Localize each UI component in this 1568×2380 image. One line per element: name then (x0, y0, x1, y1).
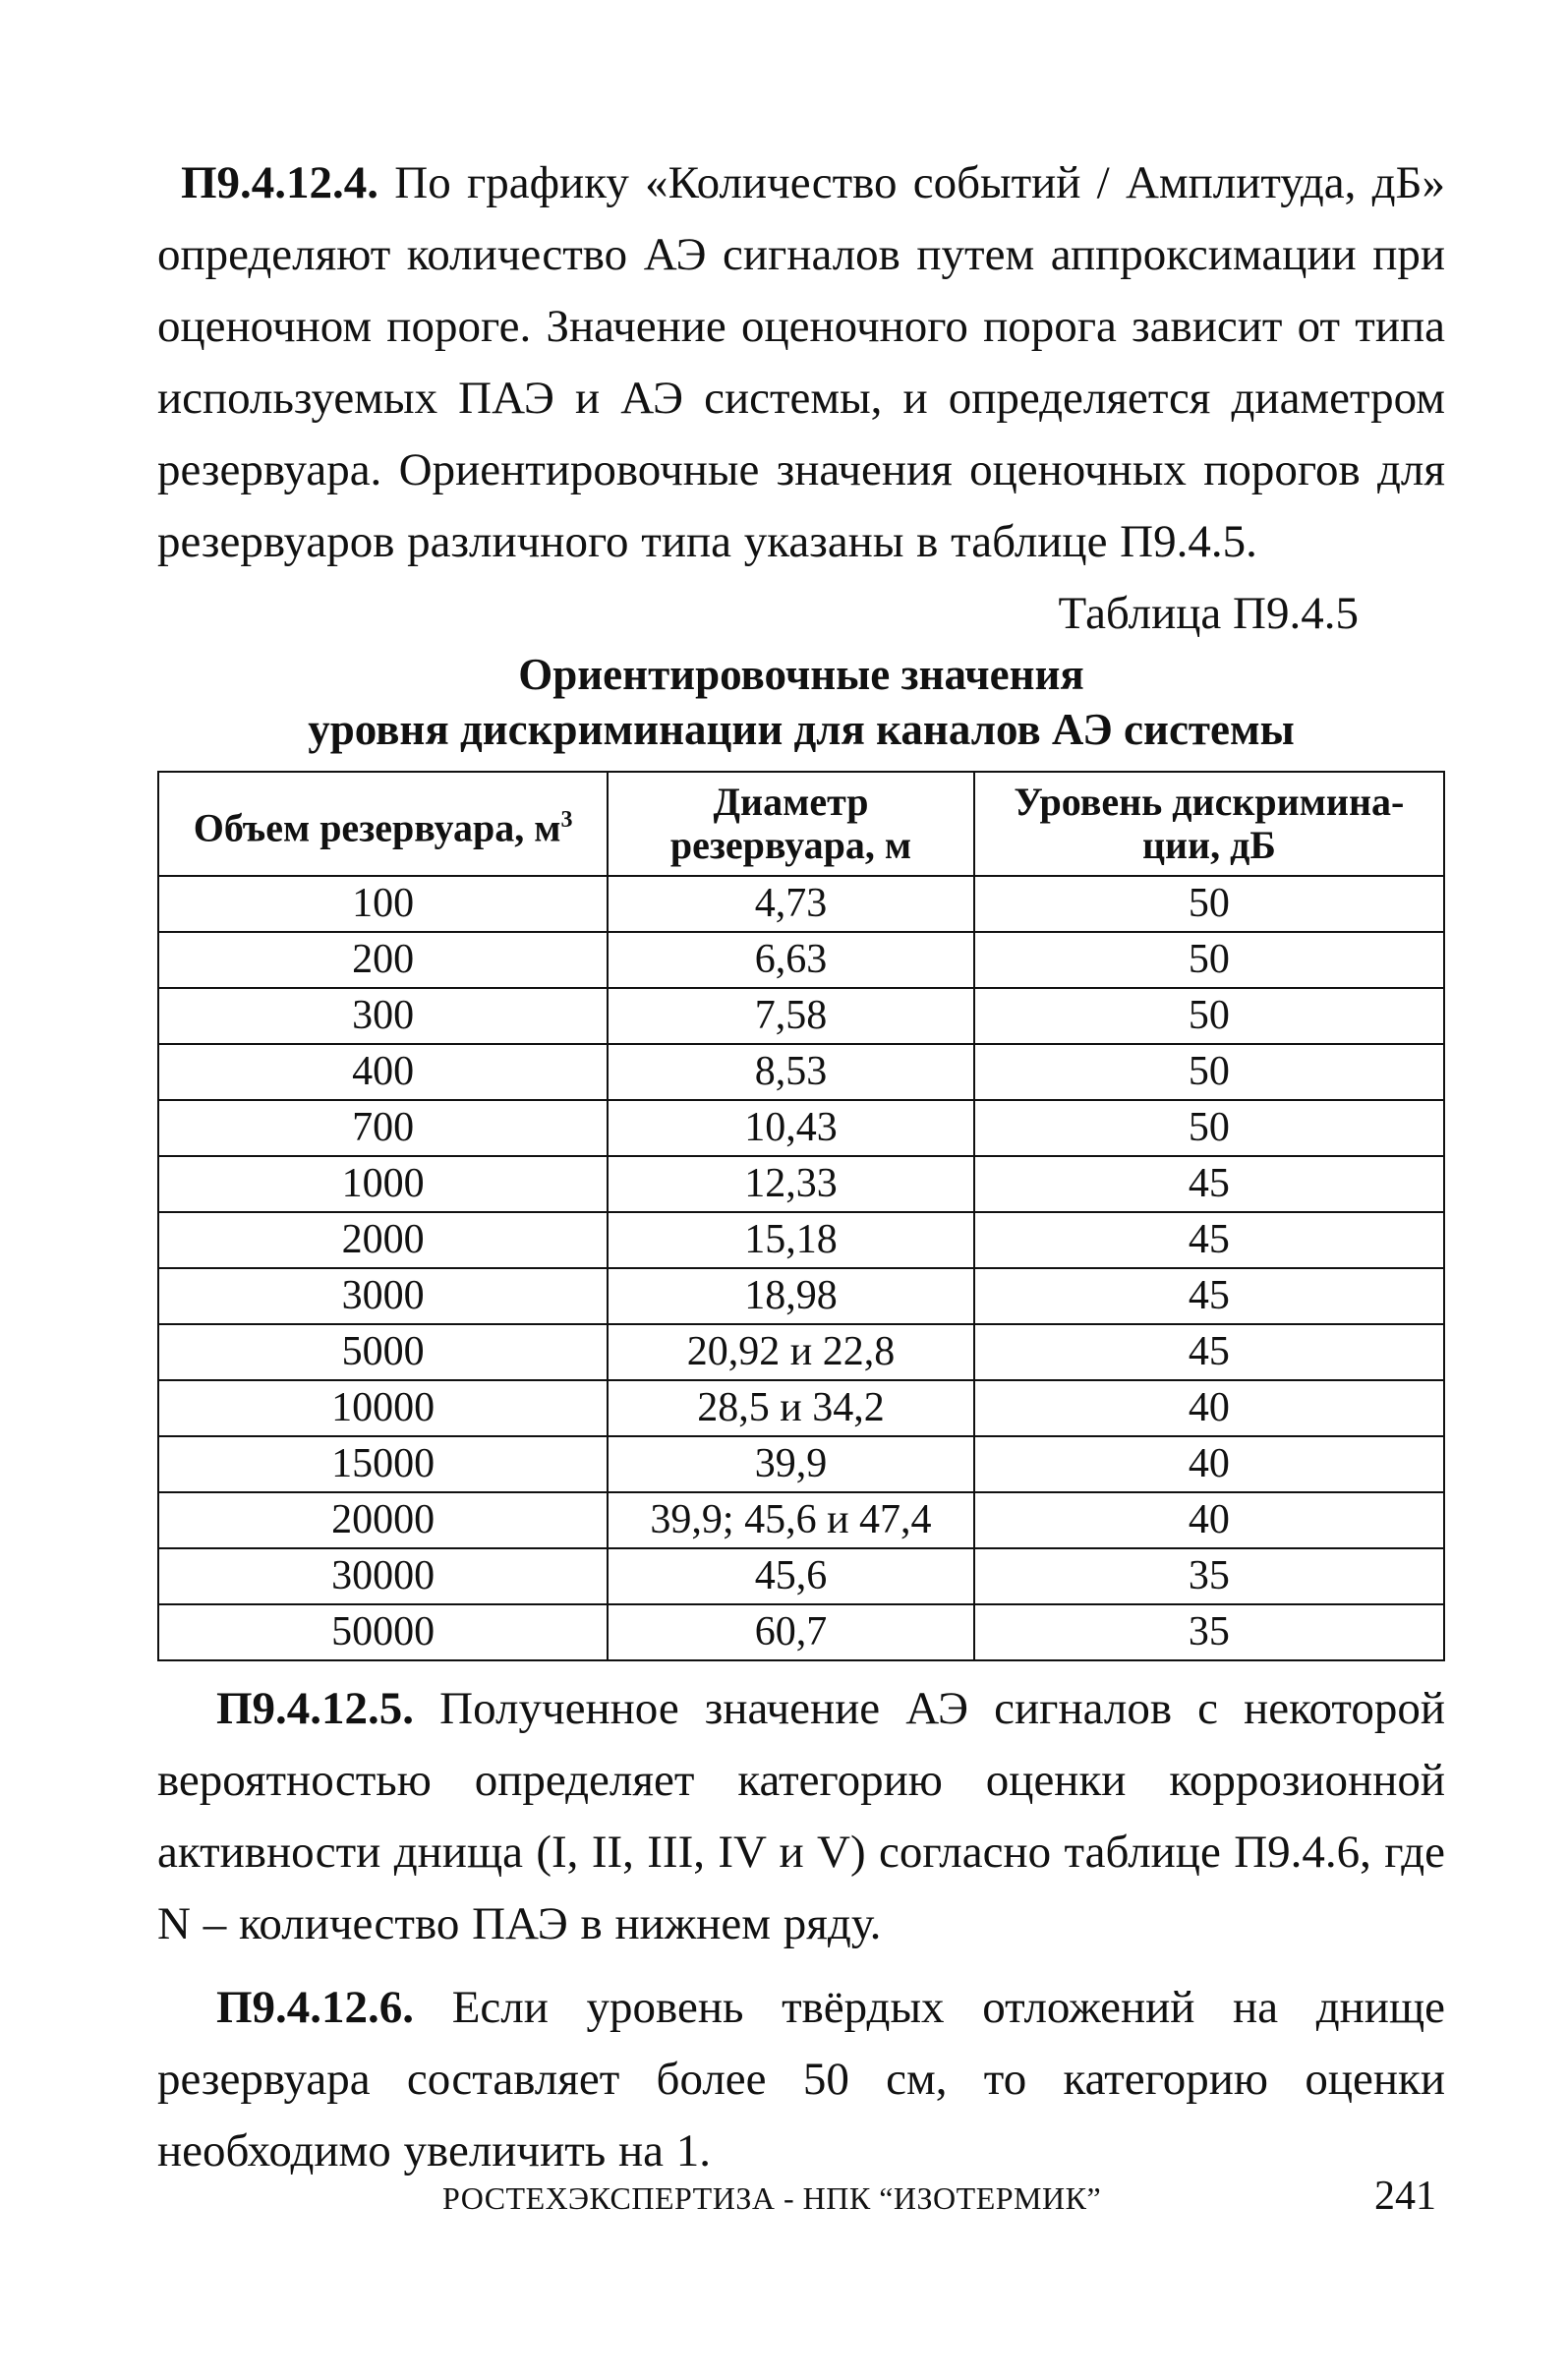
cell-volume: 400 (158, 1044, 608, 1100)
cell-volume: 2000 (158, 1212, 608, 1268)
table-row (158, 1100, 1444, 1156)
cell-level: 45 (974, 1212, 1444, 1268)
cell-level: 45 (974, 1268, 1444, 1324)
cell-level: 50 (974, 876, 1444, 932)
paragraph-p9-4-12-5 (157, 1673, 1445, 1960)
header-volume (158, 772, 608, 876)
header-diameter (608, 772, 974, 876)
cell-level: 45 (974, 1156, 1444, 1212)
table-row (158, 1324, 1444, 1380)
footer-publisher: РОСТЕХЭКСПЕРТИЗА - НПК “ИЗОТЕРМИК” (442, 2180, 1102, 2216)
cell-diameter: 18,98 (608, 1268, 974, 1324)
table-title-line-2: уровня дискриминации для каналов АЭ системы (308, 705, 1295, 754)
cell-diameter: 12,33 (608, 1156, 974, 1212)
cell-volume: 1000 (158, 1156, 608, 1212)
cell-diameter: 15,18 (608, 1212, 974, 1268)
cell-volume: 300 (158, 988, 608, 1044)
header-diameter-line-1: Диаметр (713, 780, 869, 824)
table-row (158, 1380, 1444, 1436)
table-row (158, 1492, 1444, 1548)
cell-volume: 5000 (158, 1324, 608, 1380)
table-row (158, 876, 1444, 932)
cell-level: 40 (974, 1492, 1444, 1548)
document-page (157, 147, 1445, 2187)
cell-diameter: 20,92 и 22,8 (608, 1324, 974, 1380)
table-header-row (158, 772, 1444, 876)
header-level-line-2: ции, дБ (1141, 823, 1276, 867)
cell-diameter: 8,53 (608, 1044, 974, 1100)
table-body (158, 876, 1444, 1660)
header-diameter-line-2: резервуара, м (669, 823, 912, 867)
discrimination-level-table (157, 771, 1445, 1661)
cell-volume: 10000 (158, 1380, 608, 1436)
table-title (157, 647, 1445, 757)
paragraph-p9-4-12-6 (157, 1972, 1445, 2187)
table-label: Таблица П9.4.5 (1058, 588, 1359, 639)
table-row (158, 988, 1444, 1044)
header-level (974, 772, 1444, 876)
table-row (158, 1436, 1444, 1492)
paragraph-number: П9.4.12.5. (216, 1683, 415, 1734)
table-row (158, 1604, 1444, 1660)
cell-level: 50 (974, 1100, 1444, 1156)
cell-volume: 20000 (158, 1492, 608, 1548)
cell-volume: 700 (158, 1100, 608, 1156)
table-title-line-1: Ориентировочные значения (518, 650, 1084, 699)
paragraph-text: По графику «Количество событий / Амплитуда, дБ» определяют количество АЭ сигналов путем аппроксимации при оценочном пороге. Значение оценочного порога зависит от типа используемых ПАЭ и АЭ системы, и определяется диаметром резервуара. Ориентировочные значения оценочных порогов для резервуаров различного типа указаны в таблице П9.4.5. (157, 157, 1445, 567)
paragraph-number: П9.4.12.6. (216, 1982, 415, 2033)
cell-diameter: 7,58 (608, 988, 974, 1044)
cell-level: 50 (974, 1044, 1444, 1100)
cell-diameter: 10,43 (608, 1100, 974, 1156)
paragraph-number: П9.4.12.4. (181, 157, 379, 208)
cell-volume: 15000 (158, 1436, 608, 1492)
table-row (158, 1548, 1444, 1604)
header-level-line-1: Уровень дискримина- (1014, 780, 1405, 824)
table-row (158, 1156, 1444, 1212)
paragraph-text: Полученное значение АЭ сигналов с некоторой вероятностью определяет категорию оценки коррозионной активности днища (I, II, III, IV и V) согласно таблице П9.4.6, где N – количество ПАЭ в нижнем ряду. (157, 1683, 1445, 1949)
cell-volume: 200 (158, 932, 608, 988)
header-volume-sup: 3 (560, 806, 573, 833)
cell-level: 40 (974, 1380, 1444, 1436)
cell-diameter: 60,7 (608, 1604, 974, 1660)
header-volume-text: Объем резервуара, м (193, 805, 561, 850)
cell-diameter: 39,9 (608, 1436, 974, 1492)
table-row (158, 932, 1444, 988)
table-row (158, 1212, 1444, 1268)
cell-volume: 50000 (158, 1604, 608, 1660)
cell-level: 45 (974, 1324, 1444, 1380)
cell-volume: 30000 (158, 1548, 608, 1604)
paragraph-text: Если уровень твёрдых отложений на днище резервуара составляет более 50 см, то категорию оценки необходимо увеличить на 1. (157, 1982, 1445, 2177)
cell-level: 35 (974, 1604, 1444, 1660)
cell-volume: 100 (158, 876, 608, 932)
table-row (158, 1268, 1444, 1324)
cell-level: 50 (974, 932, 1444, 988)
cell-diameter: 4,73 (608, 876, 974, 932)
cell-diameter: 39,9; 45,6 и 47,4 (608, 1492, 974, 1548)
table-row (158, 1044, 1444, 1100)
cell-volume: 3000 (158, 1268, 608, 1324)
cell-level: 40 (974, 1436, 1444, 1492)
cell-diameter: 28,5 и 34,2 (608, 1380, 974, 1436)
paragraph-p9-4-12-4 (157, 147, 1445, 578)
cell-level: 50 (974, 988, 1444, 1044)
cell-level: 35 (974, 1548, 1444, 1604)
page-number: 241 (1374, 2174, 1436, 2219)
cell-diameter: 45,6 (608, 1548, 974, 1604)
cell-diameter: 6,63 (608, 932, 974, 988)
